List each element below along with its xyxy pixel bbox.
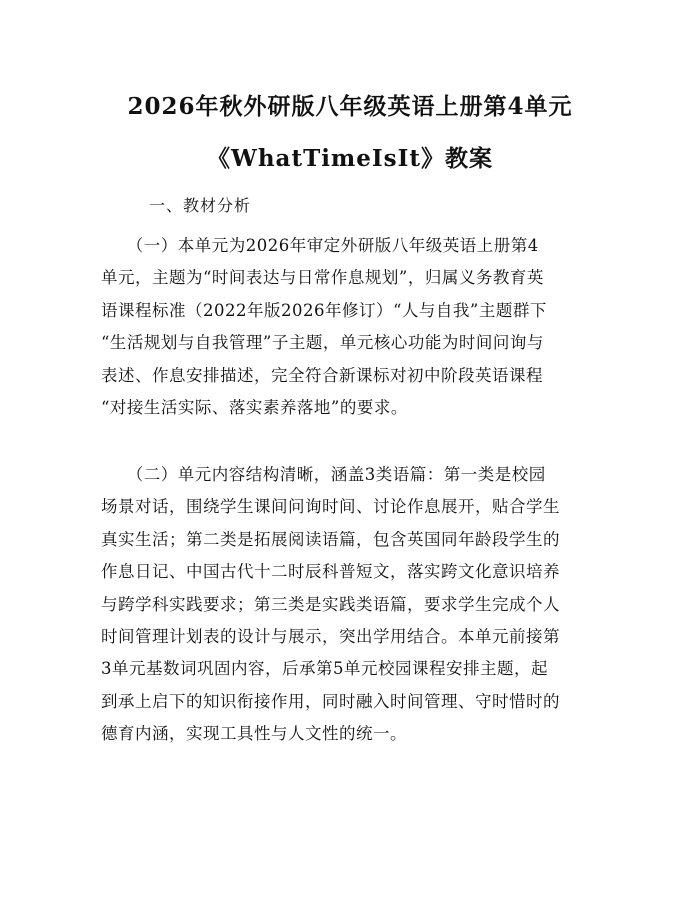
paragraph-line: 时间管理计划表的设计与展示，突出学用结合。本单元前接第	[101, 626, 560, 646]
paragraph-line: 3单元基数词巩固内容，后承第5单元校园课程安排主题，起	[101, 659, 548, 679]
section-heading: 一、教材分析	[149, 196, 252, 215]
paragraph-line: 表述、作息安排描述，完全符合新课标对初中阶段英语课程	[101, 365, 543, 385]
paragraph-line: 单元，主题为“时间表达与日常作息规划”，归属义务教育英	[101, 268, 544, 288]
paragraph-line: 场景对话，围绕学生课间问询时间、讨论作息展开，贴合学生	[101, 497, 560, 517]
paragraph-line: 作息日记、中国古代十二时辰科普短文，落实跨文化意识培养	[101, 562, 560, 582]
paragraph-line: “对接生活实际、落实素养落地”的要求。	[101, 397, 408, 417]
document-title-line-2: 《WhatTimeIsIt》教案	[207, 145, 493, 172]
paragraph-line: （二）单元内容结构清晰，涵盖3类语篇：第一类是校园	[101, 465, 546, 484]
paragraph-line: 德育内涵，实现工具性与人文性的统一。	[101, 724, 407, 744]
paragraph-line: “生活规划与自我管理”子主题，单元核心功能为时间问询与	[101, 333, 544, 353]
paragraph-line: 与跨学科实践要求；第三类是实践类语篇，要求学生完成个人	[101, 594, 560, 614]
paragraph-textbook-overview	[101, 230, 603, 424]
paragraph-line: 到承上启下的知识衔接作用，同时融入时间管理、守时惜时的	[101, 691, 560, 711]
document-title-line-1: 2026年秋外研版八年级英语上册第4单元	[127, 93, 573, 120]
paragraph-line: 真实生活；第二类是拓展阅读语篇，包含英国同年龄段学生的	[101, 529, 560, 549]
paragraph-content-structure	[101, 459, 603, 751]
paragraph-line: （一）本单元为2026年审定外研版八年级英语上册第4	[101, 236, 539, 255]
paragraph-line: 语课程标准（2022年版2026年修订）“人与自我”主题群下	[101, 300, 547, 320]
